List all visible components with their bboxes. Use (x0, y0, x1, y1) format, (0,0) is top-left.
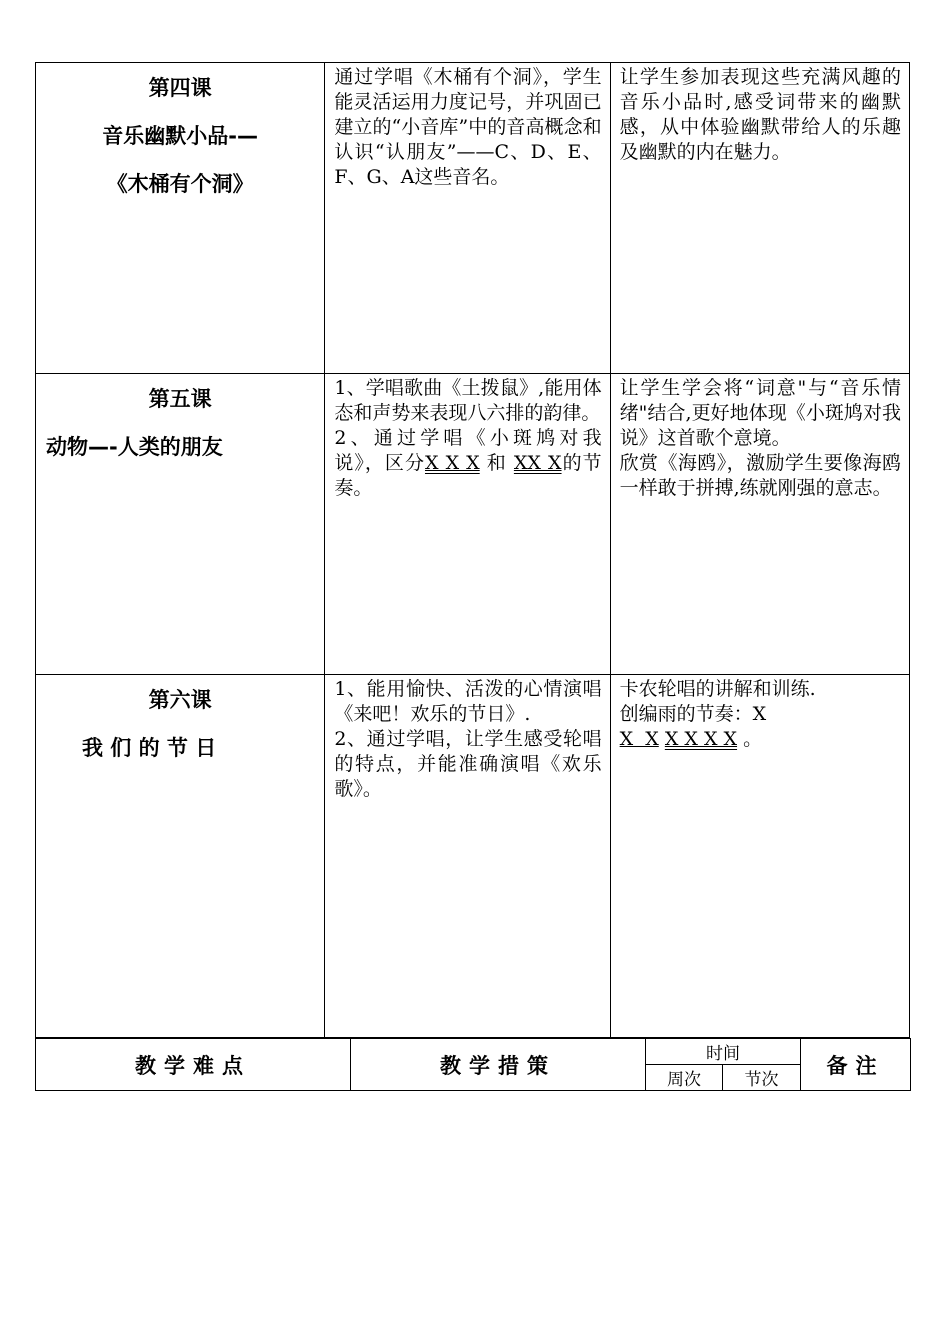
goal-text-part: 和 (486, 452, 507, 474)
goal-text-part: 的节奏。 (334, 452, 602, 499)
lesson-emotion-text: 欣赏《海鸥》，激励学生要像海鸥一样敢于拼搏,练就刚强的意志。 (619, 452, 901, 499)
remarks-header: 备注 (801, 1039, 911, 1091)
rhythm-notation: X X X (424, 452, 480, 474)
lesson-emotion-text: 让学生参加表现这些充满风趣的音乐小品时,感受词带来的幽默感，从中体验幽默带给人的乐趣及幽默的内在魅力。 (619, 66, 901, 163)
footer-header-table (35, 1038, 911, 1091)
lesson-goal-text: 1、学唱歌曲《土拨鼠》,能用体态和声势来表现八六排的韵律。 (334, 377, 602, 424)
difficulty-header: 教学难点 (36, 1039, 351, 1091)
lesson-emotion-text: 让学生学会将“词意"与“音乐情绪"结合,更好地体现《小斑鸠对我说》这首歌个意境。 (619, 377, 901, 449)
week-header: 周次 (646, 1065, 723, 1091)
lesson-emotion-text: 卡农轮唱的讲解和训练. (619, 678, 816, 700)
lesson-name: 动物—-人类的朋友 (46, 435, 223, 459)
lesson-number: 第五课 (148, 387, 212, 411)
lesson-number: 第六课 (148, 688, 212, 712)
lesson-goal-text (334, 426, 601, 501)
lesson-name: 《木桶有个洞》 (106, 172, 254, 196)
lesson-goal-text: 1、能用愉快、活泼的心情演唱《来吧！欢乐的节日》. (334, 678, 602, 725)
rhythm-notation: X X (619, 728, 659, 750)
lesson-goal-cell (325, 374, 610, 675)
lesson-title-cell (36, 63, 325, 374)
rhythm-notation: X X X X (664, 728, 738, 750)
lesson-goal-text: 2、通过学唱，让学生感受轮唱的特点，并能准确演唱《欢乐歌》。 (334, 728, 602, 800)
lesson-emotion-cell (610, 675, 909, 1038)
table-row (36, 374, 910, 675)
lesson-goal-cell (325, 675, 610, 1038)
emotion-text-part: 。 (743, 728, 763, 750)
lesson-goal-text: 通过学唱《木桶有个洞》，学生能灵活运用力度记号，并巩固已建立的“小音库”中的音高概念和认识“认朋友”——C、D、E、F、G、A这些音名。 (334, 66, 602, 188)
period-header: 节次 (723, 1065, 801, 1091)
lesson-name: 音乐幽默小品-— (102, 124, 259, 148)
lesson-table (35, 62, 910, 1038)
lesson-emotion-cell (610, 63, 909, 374)
measures-header: 教学措策 (351, 1039, 646, 1091)
lesson-name: 我 们 的 节 日 (82, 736, 217, 760)
time-header: 时间 (646, 1039, 801, 1065)
lesson-emotion-text: 创编雨的节奏：X (619, 703, 767, 725)
lesson-title-cell (36, 675, 325, 1038)
lesson-emotion-text (620, 727, 901, 752)
goal-text-part: 2、通过学唱《小斑鸠对我说》，区分 (334, 427, 602, 474)
lesson-emotion-cell (610, 374, 909, 675)
table-row (36, 63, 910, 374)
rhythm-notation: XX X (513, 452, 562, 474)
table-row (36, 675, 910, 1038)
lesson-goal-cell (325, 63, 610, 374)
lesson-number: 第四课 (148, 76, 212, 100)
lesson-title-cell (36, 374, 325, 675)
